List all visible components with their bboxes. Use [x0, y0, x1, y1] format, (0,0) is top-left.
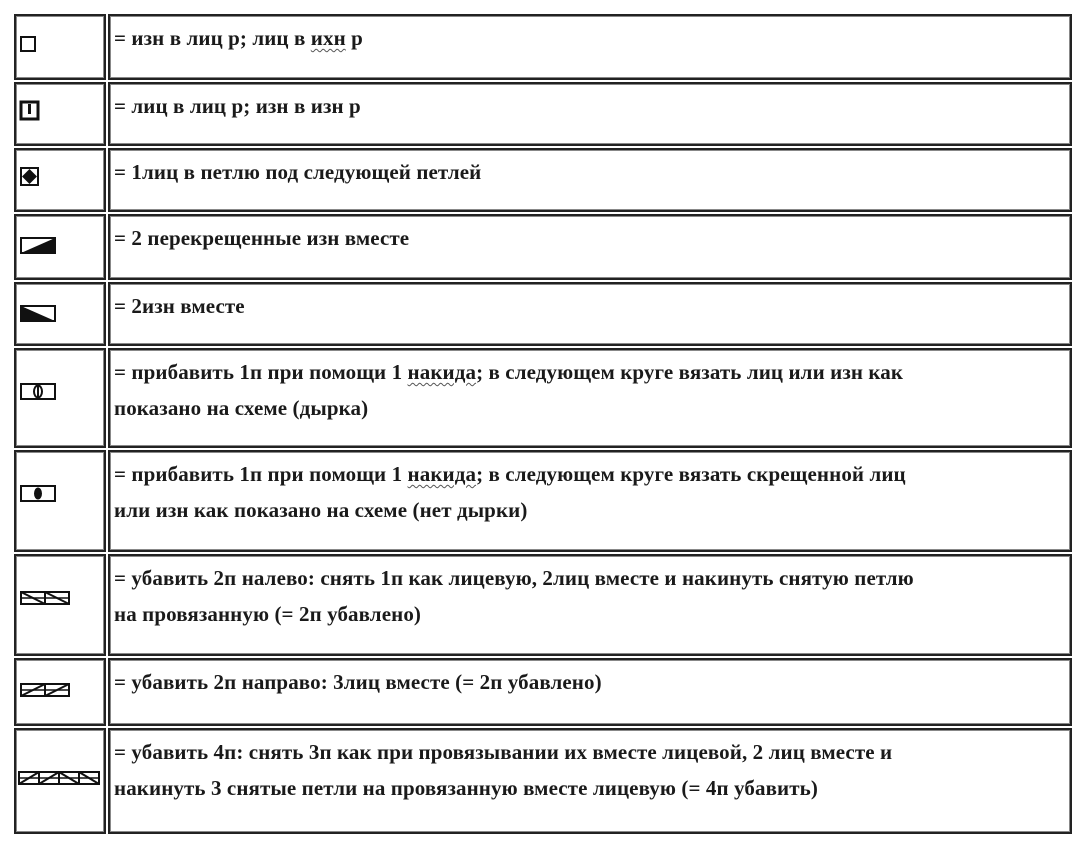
legend-row [14, 14, 1072, 80]
legend-row [14, 728, 1072, 834]
description-cell [108, 148, 1072, 212]
description-text-line2: накинуть 3 снятые петли на провязанную вместе лицевую (= 4п убавить) [114, 776, 818, 800]
symbol-cell [14, 148, 106, 212]
description-text: = 1лиц в петлю под следующей петлей [114, 160, 482, 184]
description-text-line2: на провязанную (= 2п убавлено) [114, 602, 422, 626]
description-text: = изн в лиц р; лиц в [114, 26, 311, 50]
symbol-cell [14, 658, 106, 726]
description-underlined-word: накида [407, 462, 477, 486]
symbol-cell [14, 82, 106, 146]
description-cell [108, 14, 1072, 80]
square-with-vertical-bar-icon [18, 94, 58, 134]
description-cell [108, 82, 1072, 146]
symbol-cell [14, 14, 106, 80]
rect-half-filled-diagonal-up-icon [18, 228, 68, 268]
description-underlined-word: накида [407, 360, 477, 384]
description-text: = прибавить 1п при помощи 1 [114, 360, 408, 384]
description-text: р [345, 26, 363, 50]
description-cell [108, 728, 1072, 834]
legend-row [14, 148, 1072, 212]
legend-row [14, 554, 1072, 656]
description-underlined-word: ихн [310, 26, 346, 50]
symbol-cell [14, 554, 106, 656]
description-cell [108, 554, 1072, 656]
description-text: = лиц в лиц р; изн в изн р [114, 94, 361, 118]
symbol-cell [14, 728, 106, 834]
yarn-over-hole-icon [18, 374, 68, 414]
decrease-four-icon [16, 760, 102, 800]
symbol-cell [14, 282, 106, 346]
description-text: ; в следующем круге вязать скрещенной лиц [476, 462, 906, 486]
rect-half-filled-diagonal-down-icon [18, 296, 68, 336]
description-text: = 2изн вместе [114, 294, 245, 318]
description-text: ; в следующем круге вязать лиц или изн как [476, 360, 904, 384]
description-text: = 2 перекрещенные изн вместе [114, 226, 410, 250]
empty-square-icon [18, 26, 58, 66]
description-cell [108, 658, 1072, 726]
description-cell [108, 348, 1072, 448]
yarn-over-no-hole-icon [18, 476, 68, 516]
description-cell [108, 282, 1072, 346]
description-cell [108, 450, 1072, 552]
symbol-cell [14, 348, 106, 448]
symbol-cell [14, 214, 106, 280]
square-with-diamond-icon [18, 160, 58, 200]
legend-row [14, 282, 1072, 346]
symbol-cell [14, 450, 106, 552]
description-text: = прибавить 1п при помощи 1 [114, 462, 408, 486]
description-text-line2: показано на схеме (дырка) [114, 396, 369, 420]
legend-row [14, 348, 1072, 448]
legend-row [14, 82, 1072, 146]
description-text-line2: или изн как показано на схеме (нет дырки) [114, 498, 528, 522]
description-text: = убавить 2п направо: 3лиц вместе (= 2п убавлено) [114, 670, 602, 694]
decrease-right-icon [18, 672, 88, 712]
legend-row [14, 214, 1072, 280]
description-text: = убавить 2п налево: снять 1п как лицевую, 2лиц вместе и накинуть снятую петлю [114, 566, 914, 590]
legend-row [14, 658, 1072, 726]
legend-row [14, 450, 1072, 552]
description-text: = убавить 4п: снять 3п как при провязывании их вместе лицевой, 2 лиц вместе и [114, 740, 893, 764]
decrease-left-icon [18, 580, 88, 620]
description-cell [108, 214, 1072, 280]
